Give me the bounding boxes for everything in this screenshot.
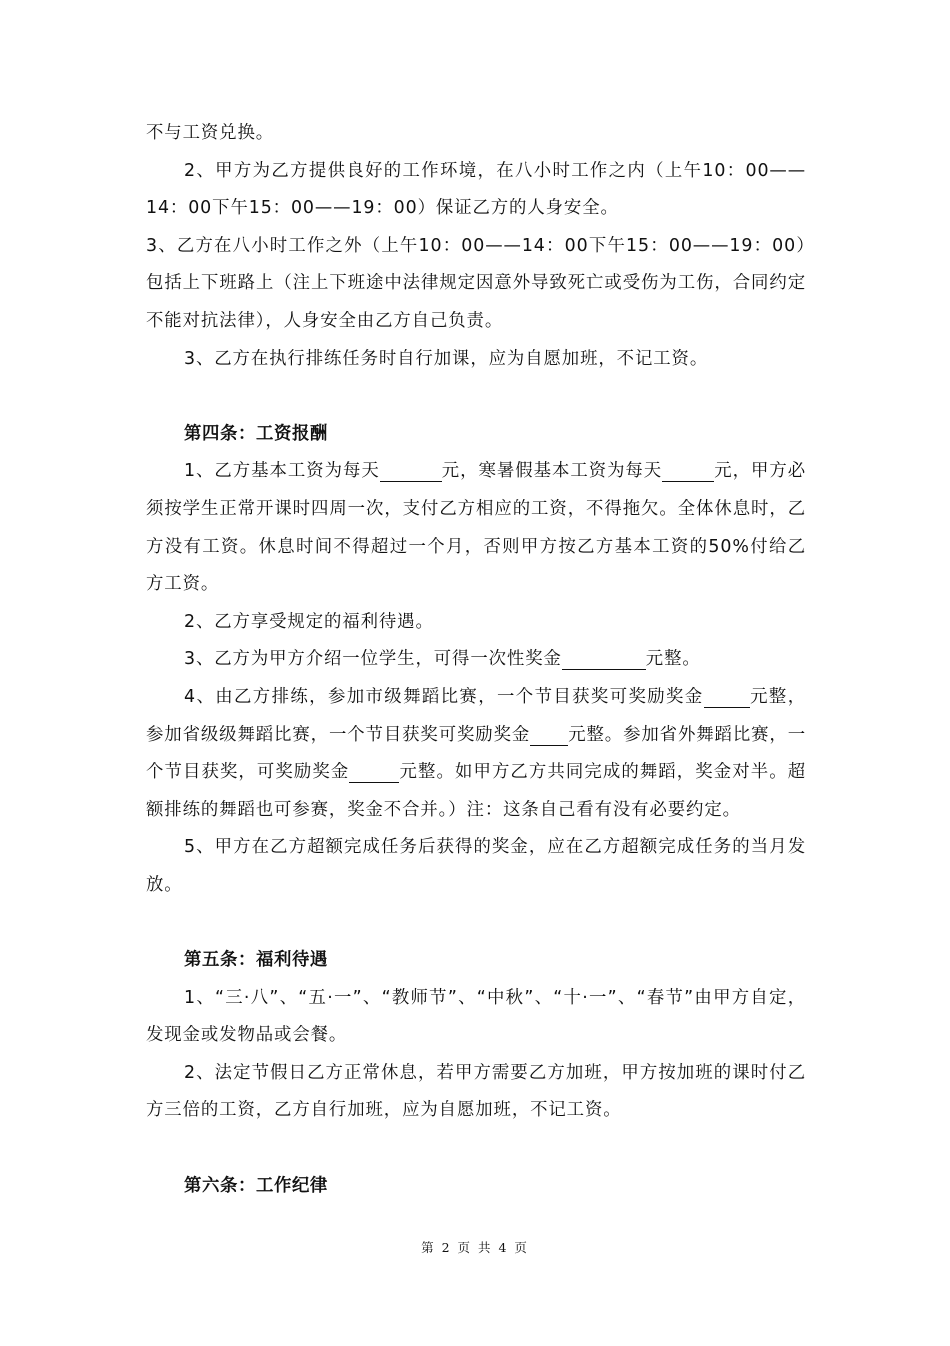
text-run: 4、由乙方排练，参加市级舞蹈比赛，一个节目获奖可奖励奖金	[184, 686, 704, 707]
text-run: 元整。如甲方乙方共同完成的舞蹈，奖金对半。超额排练的舞蹈也可参赛，奖金不合并。）注：这条自己看有没有必要约定。	[146, 762, 806, 820]
text-run: 1、乙方基本工资为每天	[184, 461, 380, 482]
page-number: 第 2 页 共 4 页	[421, 1240, 529, 1255]
heading-article-4: 第四条：工资报酬	[184, 423, 328, 444]
heading-article-5: 第五条：福利待遇	[184, 950, 328, 971]
paragraph-benefits: 2、乙方享受规定的福利待遇。	[184, 611, 434, 632]
text-run: 元整。参加省外舞蹈比赛，一个节目获奖，可奖励奖金	[146, 724, 807, 783]
paragraph-safety-outside-hours: 3、乙方在八小时工作之外（上午10：00——14：00下午15：00——19：00）包括上下班路上（注上下班途中法律规定因意外导致死亡或受伤为工伤，合同约定不能对抗法律），人身安全由乙方自己负责。	[146, 235, 806, 331]
paragraph-bonus-payment: 5、甲方在乙方超额完成任务后获得的奖金，应在乙方超额完成任务的当月发放。	[146, 837, 806, 895]
heading-article-6: 第六条：工作纪律	[184, 1175, 328, 1196]
paragraph-base-salary	[146, 453, 806, 603]
paragraph-holidays: 1、“三·八”、“五·一”、“教师节”、“中秋”、“十·一”、“春节”由甲方自定，发现金或发物品或会餐。	[146, 987, 806, 1046]
text-run: 3、乙方为甲方介绍一位学生，可得一次性奖金	[184, 649, 562, 670]
fill-in-blank	[530, 723, 568, 746]
fill-in-blank	[562, 647, 646, 670]
paragraph-safety-during-hours: 2、甲方为乙方提供良好的工作环境，在八小时工作之内（上午10：00——14：00下午15：00——19：00）保证乙方的人身安全。	[146, 160, 806, 219]
document-body	[146, 115, 806, 1205]
fill-in-blank	[349, 760, 399, 783]
fill-in-blank	[662, 459, 714, 482]
text-run: 元整。	[645, 649, 701, 670]
paragraph-continuation: 不与工资兑换。	[146, 123, 275, 143]
fill-in-blank	[704, 685, 750, 708]
paragraph-statutory-holidays: 2、法定节假日乙方正常休息，若甲方需要乙方加班，甲方按加班的课时付乙方三倍的工资，乙方自行加班，应为自愿加班，不记工资。	[146, 1062, 806, 1121]
fill-in-blank	[380, 459, 442, 482]
paragraph-competition-bonus	[146, 679, 806, 829]
text-run: 元整，参加省级级舞蹈比赛，一个节目获奖可奖励奖金	[146, 686, 806, 745]
paragraph-extra-classes: 3、乙方在执行排练任务时自行加课，应为自愿加班，不记工资。	[184, 348, 709, 369]
paragraph-referral-bonus	[146, 641, 806, 679]
text-run: 元，甲方必须按学生正常开课时四周一次，支付乙方相应的工资，不得拖欠。全体休息时，乙方没有工资。休息时间不得超过一个月，否则甲方按乙方基本工资的50%付给乙方工资。	[146, 461, 806, 595]
text-run: 元，寒暑假基本工资为每天	[441, 461, 663, 482]
